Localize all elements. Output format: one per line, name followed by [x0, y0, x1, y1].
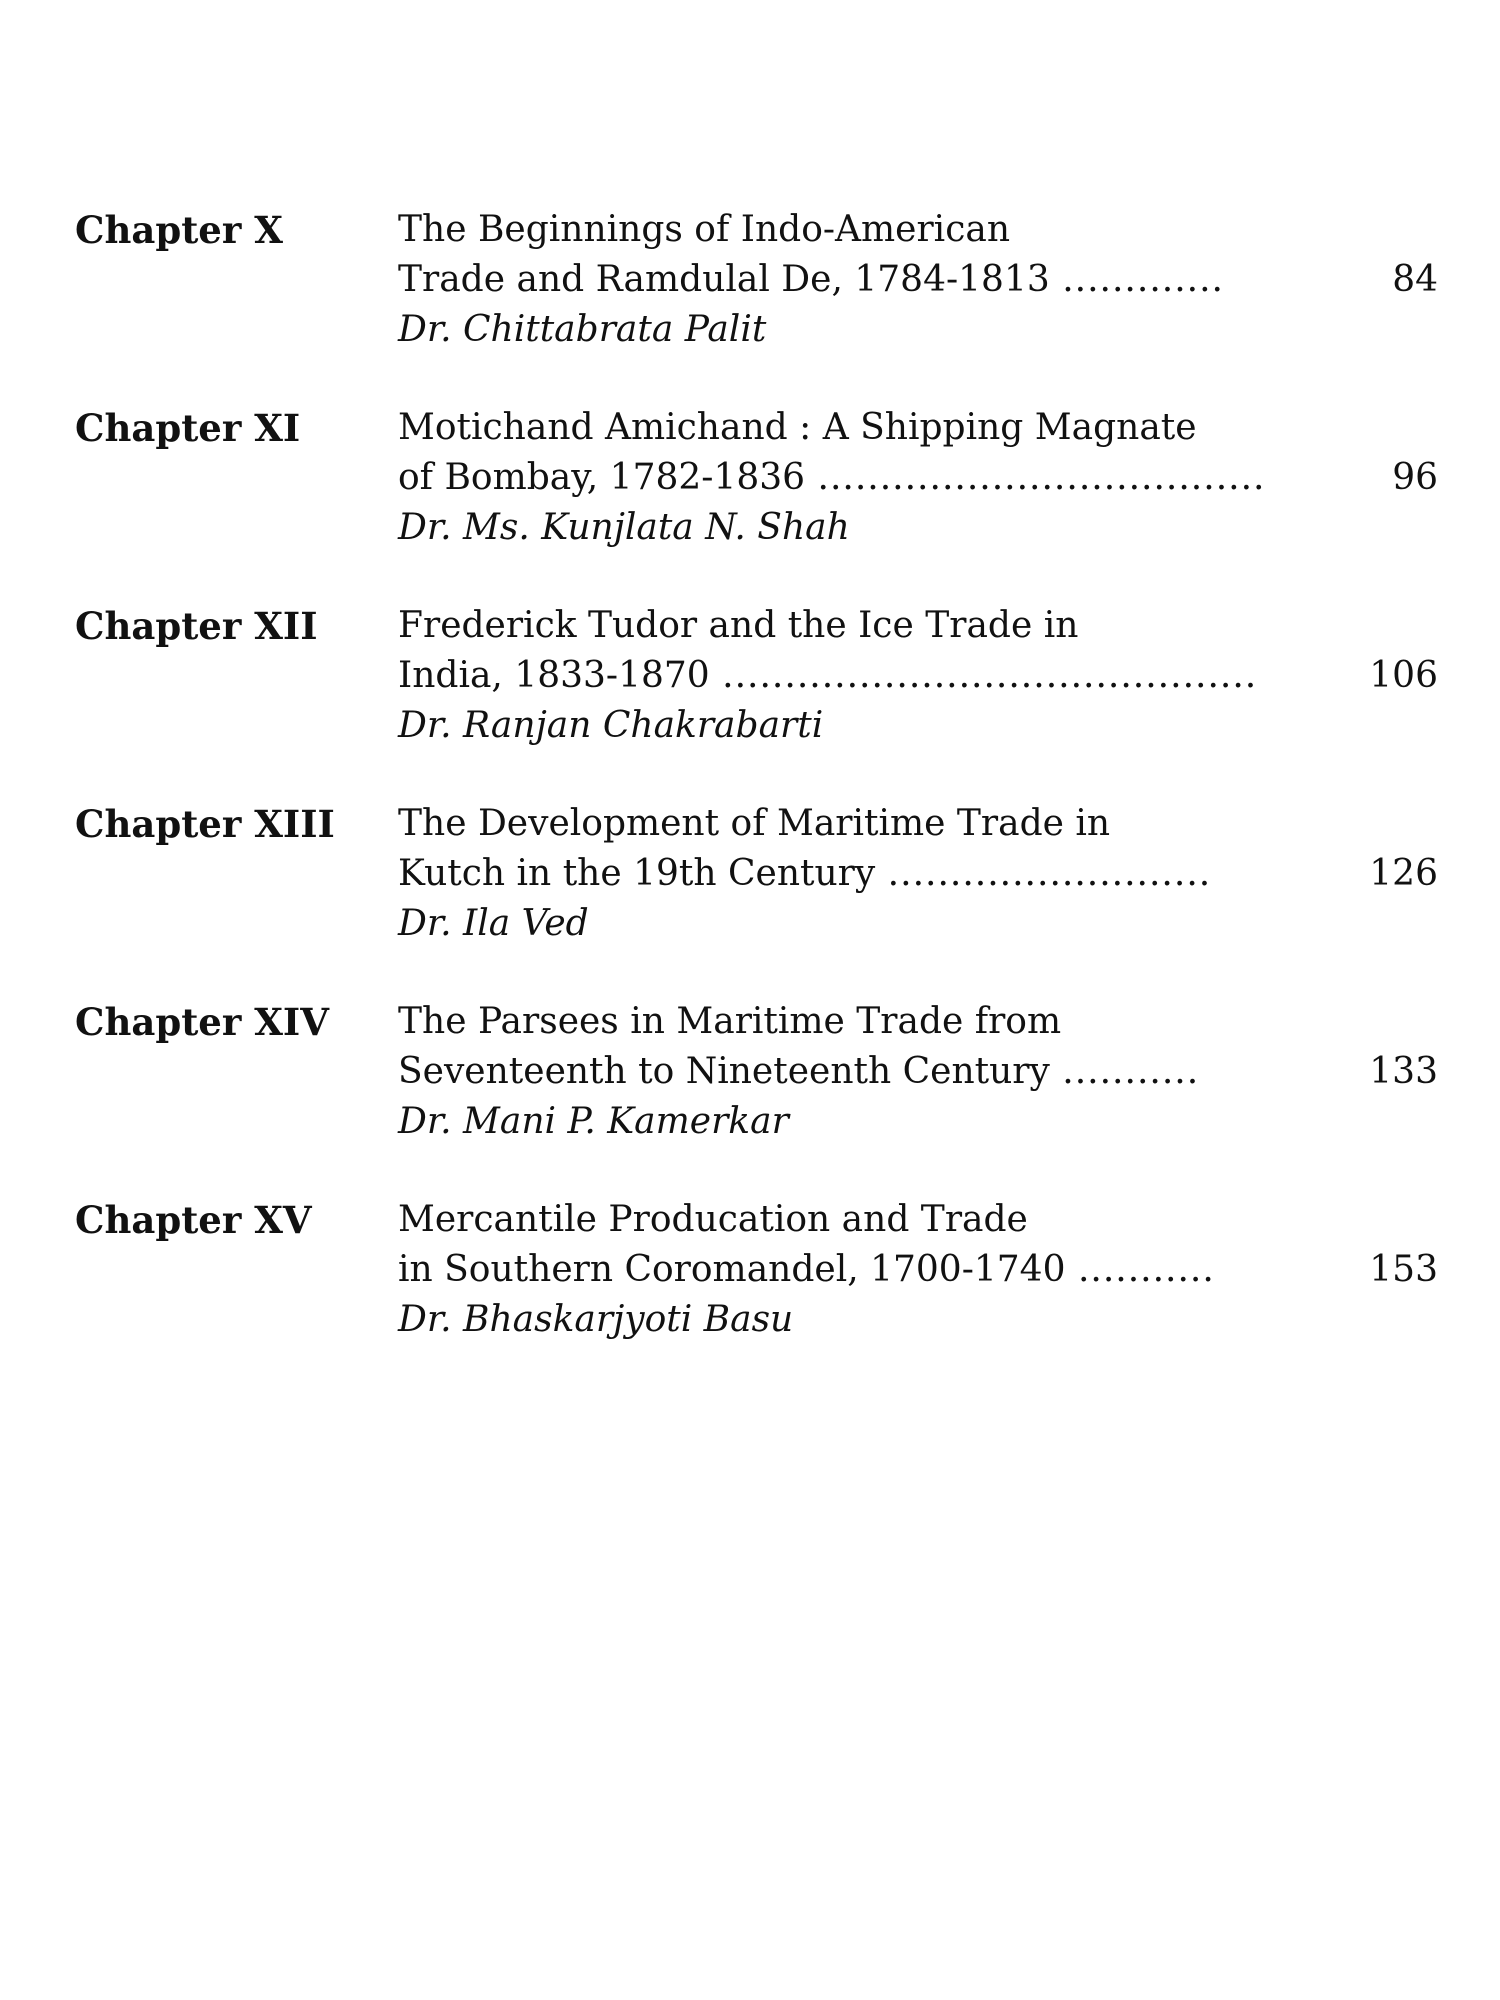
chapter-title-line2-text: Seventeenth to Nineteenth Century	[398, 1051, 1050, 1092]
dot-leader: ...........................................	[709, 655, 1258, 696]
toc-entry-chapter-x	[0, 205, 1500, 385]
chapter-title-line2	[398, 255, 1288, 305]
page-number: 84	[1392, 259, 1438, 300]
chapter-author: Dr. Ms. Kunjlata N. Shah	[398, 507, 850, 548]
chapter-label: Chapter XII	[75, 604, 318, 648]
page-number: 96	[1392, 457, 1438, 498]
chapter-title-line1: Frederick Tudor and the Ice Trade in	[398, 605, 1079, 646]
chapter-title-line2-text: India, 1833-1870	[398, 655, 710, 696]
chapter-label: Chapter XV	[75, 1198, 312, 1242]
chapter-title-line2-text: of Bombay, 1782-1836	[398, 457, 806, 498]
toc-entry-chapter-xii	[0, 601, 1500, 781]
chapter-title-line1: The Beginnings of Indo-American	[398, 209, 1010, 250]
page-number: 153	[1369, 1249, 1438, 1290]
dot-leader: ...........	[1065, 1249, 1215, 1290]
page-number: 133	[1369, 1051, 1438, 1092]
chapter-title-line1: Mercantile Producation and Trade	[398, 1199, 1028, 1240]
chapter-title-line2	[398, 651, 1288, 701]
page-number: 126	[1369, 853, 1438, 894]
chapter-label: Chapter XIII	[75, 802, 335, 846]
toc-entry-chapter-xv	[0, 1195, 1500, 1375]
chapter-author: Dr. Bhaskarjyoti Basu	[398, 1299, 794, 1340]
chapter-author: Dr. Ranjan Chakrabarti	[398, 705, 824, 746]
toc-entry-chapter-xi	[0, 403, 1500, 583]
toc-entry-chapter-xiv	[0, 997, 1500, 1177]
chapter-title-line2	[398, 1245, 1288, 1295]
chapter-title-line2-text: in Southern Coromandel, 1700-1740	[398, 1249, 1066, 1290]
chapter-label: Chapter X	[75, 208, 283, 252]
chapter-label: Chapter XIV	[75, 1000, 329, 1044]
dot-leader: ..........................	[875, 853, 1212, 894]
chapter-title-line2-text: Kutch in the 19th Century	[398, 853, 876, 894]
chapter-title-line2	[398, 849, 1288, 899]
chapter-title-line2	[398, 453, 1288, 503]
dot-leader: ....................................	[805, 457, 1266, 498]
chapter-title-line1: Motichand Amichand : A Shipping Magnate	[398, 407, 1197, 448]
chapter-author: Dr. Mani P. Kamerkar	[398, 1101, 789, 1142]
chapter-title-line1: The Parsees in Maritime Trade from	[398, 1001, 1062, 1042]
chapter-title-line2	[398, 1047, 1288, 1097]
toc-entry-chapter-xiii	[0, 799, 1500, 979]
dot-leader: ...........	[1049, 1051, 1200, 1092]
chapter-author: Dr. Chittabrata Palit	[398, 309, 767, 350]
chapter-title-line1: The Development of Maritime Trade in	[398, 803, 1111, 844]
chapter-label: Chapter XI	[75, 406, 301, 450]
chapter-title-line2-text: Trade and Ramdulal De, 1784-1813	[398, 259, 1050, 300]
page-number: 106	[1369, 655, 1438, 696]
dot-leader: .............	[1049, 259, 1224, 300]
chapter-author: Dr. Ila Ved	[398, 903, 589, 944]
